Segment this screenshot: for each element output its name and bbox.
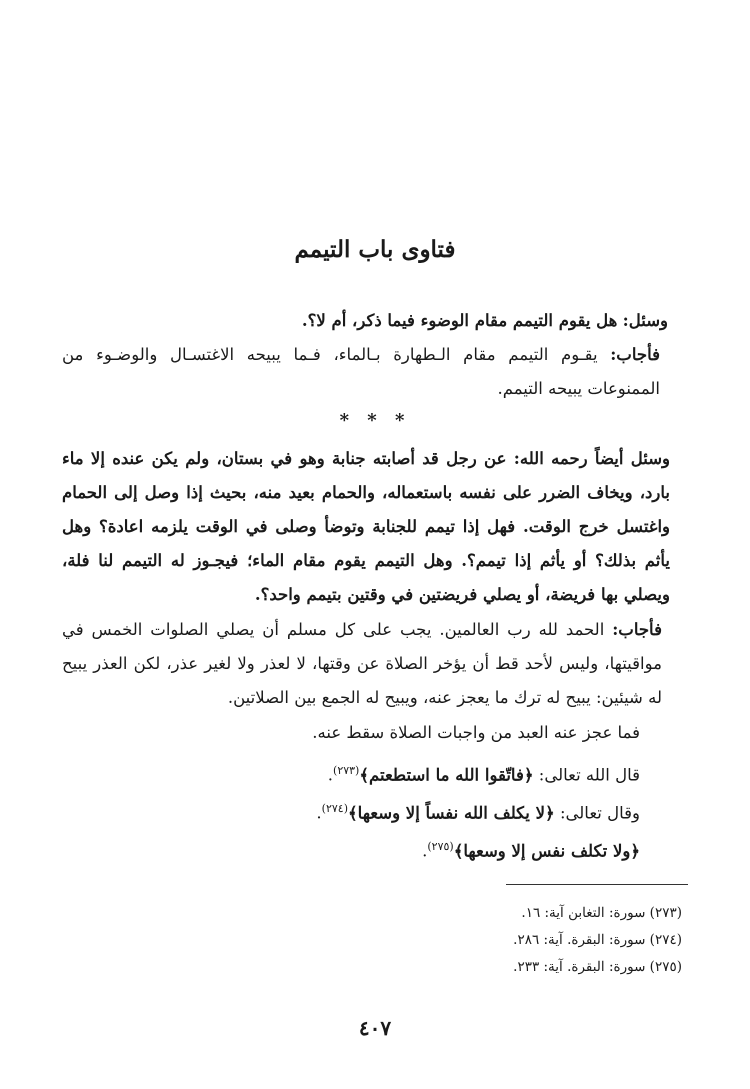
footnote-275: (٢٧٥) سورة: البقرة. آية: ٢٣٣. [513, 959, 682, 975]
verse-3-suffix: . [422, 841, 428, 861]
answer-1 [62, 338, 660, 406]
question-2 [62, 442, 670, 612]
answer-2-lead: فأجاب: [612, 620, 662, 639]
verse-1-text: ﴿فاتّقوا الله ما استطعتم﴾ [359, 765, 534, 785]
footnote-ref-275: (٢٧٥) [427, 840, 454, 853]
footnote-ref-273: (٢٧٣) [333, 764, 360, 777]
verse-citation-2 [62, 792, 640, 831]
verse-2-text: ﴿لا يكلف الله نفساً إلا وسعها﴾ [348, 803, 555, 823]
verse-1-prefix: قال الله تعالى: [538, 765, 640, 785]
footnote-273: (٢٧٣) سورة: التغابن آية: ١٦. [521, 905, 682, 921]
verse-3-text: ﴿ولا تكلف نفس إلا وسعها﴾ [453, 841, 640, 861]
section-separator: * * * [339, 410, 411, 431]
question-1-lead: وسئل: [622, 311, 668, 330]
question-2-lead: وسئل أيضاً رحمه الله: [513, 449, 671, 468]
footnote-divider [506, 884, 688, 885]
answer-2-text: الحمد لله رب العالمين. يجب على كل مسلم أن يصلي الصلوات الخمس في مواقيتها، وليس لأحد قط أن يؤخر الصلاة عن وقتها، لا لعذر ولا لغير عذر، لكن العذر يبيح له شيئين: يبيح له ترك ما يعجز عنه، ويبيح له الجمع بين الصلاتين. [62, 620, 662, 707]
page-number: ٤٠٧ [358, 1016, 392, 1040]
question-2-text: عن رجل قد أصابته جنابة وهو في بستان، ولم يكن عنده إلا ماء بارد، ويخاف الضرر على نفسه باستعماله، والحمام بعيد منه، بحيث إذا وصل إلى الحمام واغتسل خرج الوقت. فهل إذا تيمم للجنابة وتوضأ وصلى في الوقت يلزمه اعادة؟ وهل يأثم بذلك؟ أو يأثم إذا تيمم؟. وهل التيمم يقوم مقام الماء؛ فيجـوز له التيمم لنا فلة، ويصلي بها فريضة، أو يصلي فريضتين في وقتين بتيمم واحد؟. [62, 449, 671, 604]
answer-1-lead: فأجاب: [610, 345, 660, 364]
verse-2-suffix: . [316, 803, 322, 823]
verse-citation-1 [62, 754, 640, 793]
verse-citation-3 [62, 830, 640, 869]
footnote-274: (٢٧٤) سورة: البقرة. آية: ٢٨٦. [513, 932, 682, 948]
verse-1-suffix: . [327, 765, 334, 785]
verse-2-prefix: وقال تعالى: [559, 803, 640, 823]
paragraph-inability: فما عجز عنه العبد من واجبات الصلاة سقط عنه. [312, 723, 640, 742]
answer-1-text: يقـوم التيمم مقام الـطهارة بـالماء، فـما يبيحه الاغتسـال والوضـوء من الممنوعات يبيحه التيمم. [62, 345, 660, 398]
chapter-title: فتاوى باب التيمم [294, 236, 456, 263]
question-1 [62, 304, 668, 338]
footnote-ref-274: (٢٧٤) [321, 802, 348, 815]
footnotes [513, 900, 682, 981]
question-1-text: هل يقوم التيمم مقام الوضوء فيما ذكر، أم لا؟. [301, 311, 618, 330]
answer-2 [62, 613, 662, 715]
